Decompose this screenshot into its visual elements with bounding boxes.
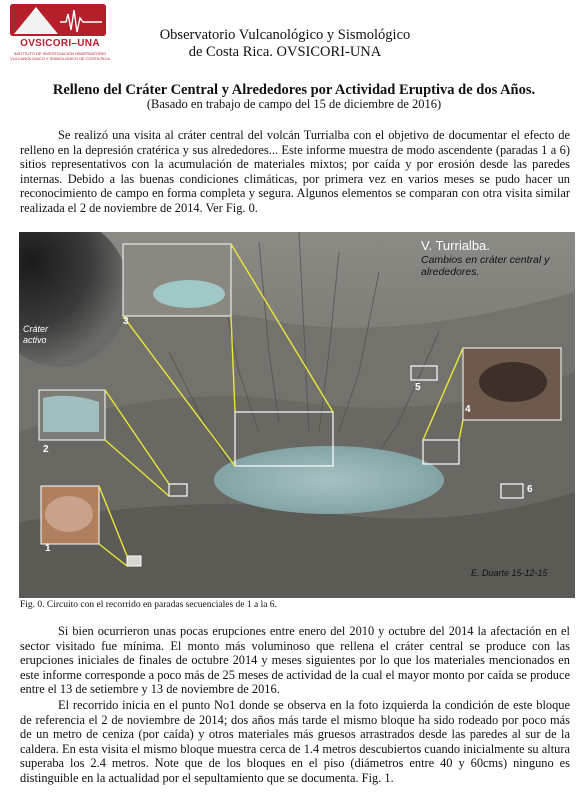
logo-name: OVSICORI–UNA (20, 38, 100, 49)
stop-label-5: 5 (415, 382, 421, 393)
volcano-seismogram-logo-icon (10, 4, 106, 36)
paragraph-intro (20, 128, 570, 216)
paragraph-route-text: El recorrido inicia en el punto No1 donde se observa en la foto izquierda la condición de este bloque de referencia el 2 de noviembre de 2014; dos años más tarde el mismo bloque ha sido rodeado por poco más de un metro de ceniza (por caída) y otros materiales más gruesos arrastrados desde las paredes al sur de la caldera. En esta visita el mismo bloque muestra cerca de 1.4 metros descubiertos cuando inicialmente su altura superaba los 2.4 metros. Note que de los bloques en el piso (diámetros entre 40 y 60cms) ninguno es distinguible en la actualidad por el sepultamiento que se documenta. Fig. 1. (20, 698, 570, 785)
organization-heading (120, 27, 450, 61)
paragraph-eruptions (20, 624, 570, 697)
document-subtitle: (Basado en trabajo de campo del 15 de diciembre de 2016) (146, 97, 442, 111)
active-crater-label: Cráter activo (23, 324, 49, 345)
figure-subtitle: Cambios en cráter central y alrededores. (421, 254, 550, 278)
stop-label-2: 2 (43, 444, 49, 455)
stop-label-6: 6 (527, 484, 533, 495)
crater-photo-figure (19, 232, 575, 598)
figure-caption: Fig. 0. Circuito con el recorrido en paradas secuenciales de 1 a la 6. (20, 600, 277, 610)
paragraph-eruptions-text: Si bien ocurrieron unas pocas erupciones entre enero del 2010 y octubre del 2014 la afectación en el sector visitado fue mínima. El monto más voluminoso que rellena el cráter central se produce con las erupciones iniciales de finales de octubre 2014 y meses siguientes por lo que los materiales mencionados en este informe corresponde a poco más de 25 meses de actividad de la cual el mayor monto por caída se produce entre el 13 de setiembre y 13 de noviembre de 2016. (20, 624, 570, 697)
ovsicori-logo (4, 4, 116, 64)
org-line-2: de Costa Rica. OVSICORI-UNA (188, 44, 382, 60)
paragraph-route (20, 698, 570, 786)
document-title: Relleno del Cráter Central y Alrededores por Actividad Eruptiva de dos Años. (52, 82, 536, 98)
stop-label-3: 3 (123, 316, 129, 327)
paragraph-intro-text: Se realizó una visita al cráter central del volcán Turrialba con el objetivo de documentar el efecto de relleno en la depresión cratérica y sus alrededores... Este informe muestra de modo ascendente (paradas 1 a 6) sitios representativos con la acumulación de materiales mixtos; por caída y por erosión desde las paredes internas. Debido a las buenas condiciones climáticas, por primera vez en varios meses se pudo hacer un reconocimiento de campo en forma completa y segura. Algunos elementos se comparan con otra visita similar realizada el 2 de noviembre de 2014. Ver Fig. 0. (20, 128, 570, 215)
logo-subtitle: INSTITUTO DE INVESTIGACION OBSERVATORIO VULCANOLOGICO Y SISMOLOGICO DE COSTA RICA (10, 51, 110, 61)
org-line-1: Observatorio Vulcanológico y Sismológico (159, 27, 411, 43)
figure-title: V. Turrialba. (421, 238, 490, 253)
stop-label-4: 4 (465, 404, 471, 415)
figure-author-date: E. Duarte 15-12-15 (471, 568, 548, 578)
stop-label-1: 1 (45, 543, 51, 554)
crater-photo (19, 232, 575, 598)
